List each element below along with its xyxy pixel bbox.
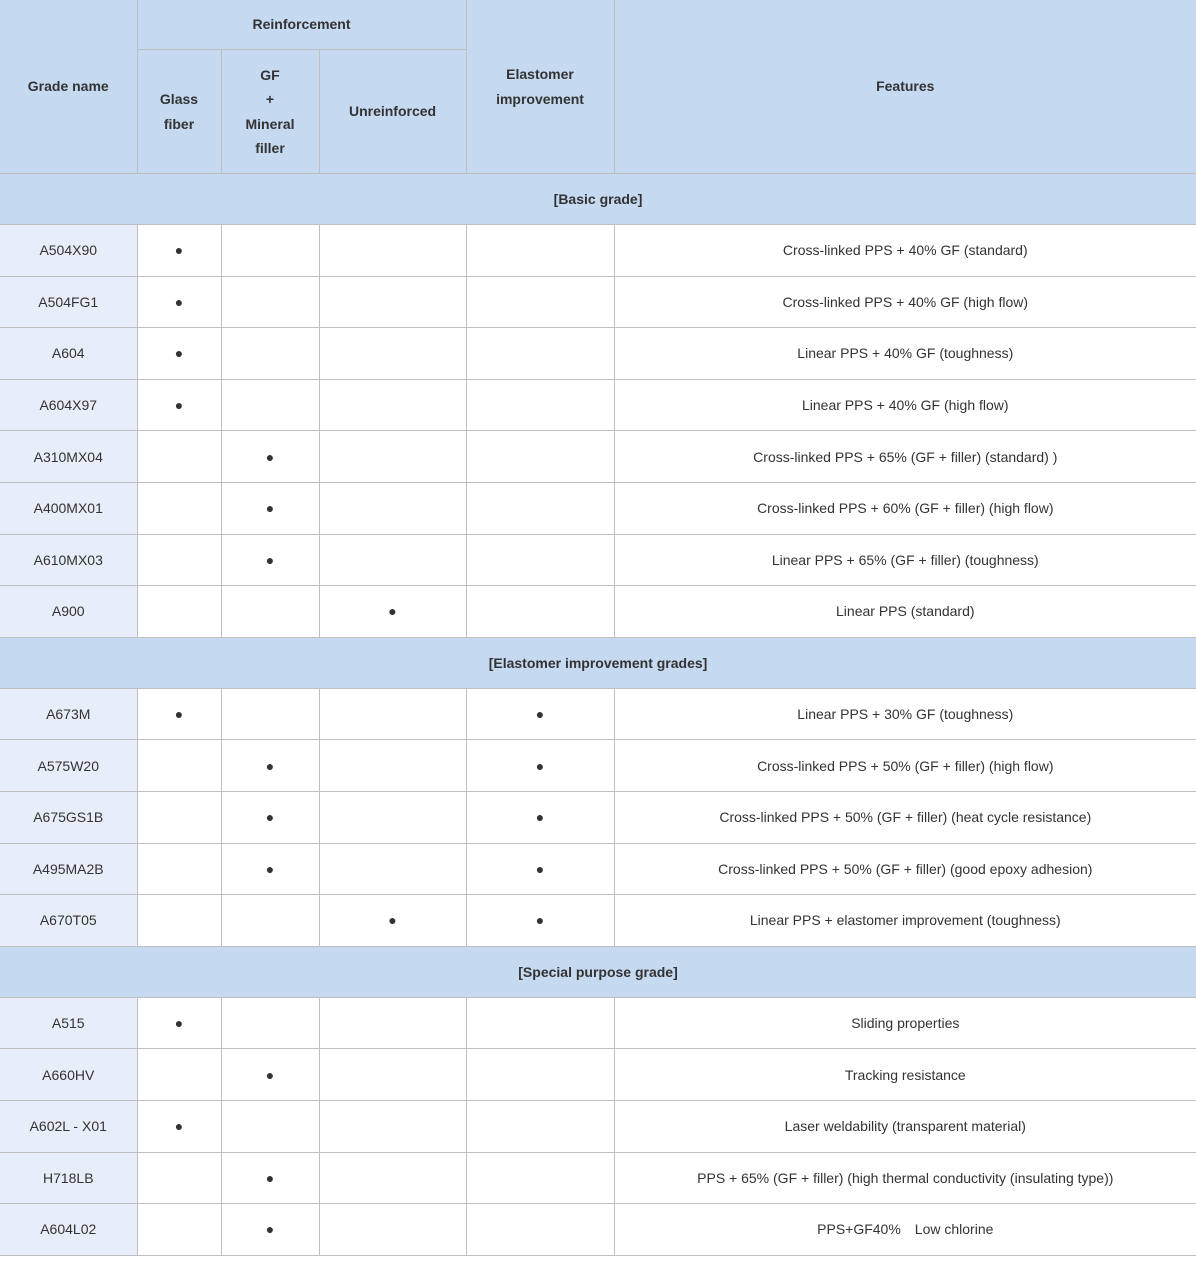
gf-mineral-cell: [221, 1100, 319, 1152]
grade-name-cell: A673M: [0, 688, 137, 740]
grade-name-cell: A504FG1: [0, 276, 137, 328]
unreinforced-cell: [319, 1100, 466, 1152]
section-row: [0, 637, 1196, 688]
elastomer-cell: [466, 431, 614, 483]
bullet-mark: ●: [388, 912, 397, 929]
glass-fiber-cell: [137, 328, 221, 380]
table-row: [0, 379, 1196, 431]
glass-fiber-cell: [137, 482, 221, 534]
features-cell: Cross-linked PPS + 50% (GF + filler) (heat cycle resistance): [614, 791, 1196, 843]
header-grade-name: Grade name: [0, 0, 137, 174]
features-cell: Cross-linked PPS + 65% (GF + filler) (standard) ): [614, 431, 1196, 483]
bullet-mark: ●: [535, 809, 545, 826]
gf-mineral-cell: [221, 586, 319, 638]
gf-mineral-cell: [221, 482, 319, 534]
unreinforced-cell: [319, 431, 466, 483]
grade-name-cell: A660HV: [0, 1049, 137, 1101]
header-glass-line-1: Glass: [159, 91, 199, 107]
features-cell: Linear PPS + 40% GF (high flow): [614, 379, 1196, 431]
elastomer-cell: [466, 740, 614, 792]
unreinforced-cell: [319, 843, 466, 895]
unreinforced-cell: [319, 1204, 466, 1256]
elastomer-cell: [466, 482, 614, 534]
grade-name-cell: A610MX03: [0, 534, 137, 586]
header-elastomer-improvement: [466, 0, 614, 174]
features-cell: Cross-linked PPS + 60% (GF + filler) (high flow): [614, 482, 1196, 534]
gf-mineral-cell: [221, 740, 319, 792]
features-cell: Linear PPS + elastomer improvement (toughness): [614, 895, 1196, 947]
gf-mineral-cell: [221, 1049, 319, 1101]
section-title: [Special purpose grade]: [0, 946, 1196, 997]
header-elastomer-line-1: Elastomer: [506, 66, 574, 82]
gf-mineral-cell: [221, 1204, 319, 1256]
features-cell: Sliding properties: [614, 997, 1196, 1049]
elastomer-cell: [466, 1152, 614, 1204]
features-cell: Cross-linked PPS + 50% (GF + filler) (good epoxy adhesion): [614, 843, 1196, 895]
unreinforced-cell: [319, 895, 466, 947]
elastomer-cell: [466, 379, 614, 431]
table-body: [0, 174, 1196, 1256]
glass-fiber-cell: [137, 895, 221, 947]
section-title: [Elastomer improvement grades]: [0, 637, 1196, 688]
grade-name-cell: A504X90: [0, 225, 137, 277]
features-cell: PPS + 65% (GF + filler) (high thermal conductivity (insulating type)): [614, 1152, 1196, 1204]
grade-name-cell: A675GS1B: [0, 791, 137, 843]
grade-name-cell: A575W20: [0, 740, 137, 792]
features-cell: Cross-linked PPS + 50% (GF + filler) (high flow): [614, 740, 1196, 792]
gf-mineral-cell: [221, 225, 319, 277]
bullet-mark: ●: [535, 706, 545, 723]
glass-fiber-cell: [137, 997, 221, 1049]
elastomer-cell: [466, 534, 614, 586]
grade-name-cell: A602L - X01: [0, 1100, 137, 1152]
gf-mineral-cell: [221, 431, 319, 483]
bullet-mark: ●: [265, 860, 275, 877]
elastomer-cell: [466, 1049, 614, 1101]
table-row: [0, 534, 1196, 586]
elastomer-cell: [466, 895, 614, 947]
unreinforced-cell: [319, 379, 466, 431]
grade-name-cell: A495MA2B: [0, 843, 137, 895]
features-cell: Cross-linked PPS + 40% GF (standard): [614, 225, 1196, 277]
elastomer-cell: [466, 1100, 614, 1152]
bullet-mark: ●: [174, 706, 184, 723]
bullet-mark: ●: [174, 242, 184, 259]
unreinforced-cell: [319, 740, 466, 792]
bullet-mark: ●: [265, 1221, 275, 1238]
header-gfm-line-2: +: [265, 91, 275, 107]
unreinforced-cell: [319, 1049, 466, 1101]
header-elastomer-line-2: improvement: [496, 90, 584, 107]
bullet-mark: ●: [265, 500, 275, 517]
bullet-mark: ●: [265, 448, 275, 465]
table-row: [0, 791, 1196, 843]
header-gfm-line-3: Mineral: [245, 115, 295, 132]
bullet-mark: ●: [174, 1015, 184, 1032]
glass-fiber-cell: [137, 740, 221, 792]
bullet-mark: ●: [535, 757, 545, 774]
elastomer-cell: [466, 225, 614, 277]
elastomer-cell: [466, 1204, 614, 1256]
table-row: [0, 482, 1196, 534]
gf-mineral-cell: [221, 328, 319, 380]
features-cell: Linear PPS (standard): [614, 586, 1196, 638]
table-row: [0, 1049, 1196, 1101]
bullet-mark: ●: [174, 345, 184, 362]
grade-name-cell: H718LB: [0, 1152, 137, 1204]
grade-name-cell: A900: [0, 586, 137, 638]
bullet-mark: ●: [174, 1118, 184, 1135]
unreinforced-cell: [319, 586, 466, 638]
header-gfm-line-1: GF: [260, 66, 280, 83]
bullet-mark: ●: [265, 551, 275, 568]
features-cell: Laser weldability (transparent material): [614, 1100, 1196, 1152]
gf-mineral-cell: [221, 379, 319, 431]
unreinforced-cell: [319, 1152, 466, 1204]
bullet-mark: ●: [535, 860, 545, 877]
table-row: [0, 328, 1196, 380]
table-row: [0, 895, 1196, 947]
glass-fiber-cell: [137, 1204, 221, 1256]
unreinforced-cell: [319, 688, 466, 740]
header-features: Features: [614, 0, 1196, 174]
grade-name-cell: A604X97: [0, 379, 137, 431]
features-cell: Tracking resistance: [614, 1049, 1196, 1101]
glass-fiber-cell: [137, 688, 221, 740]
section-row: [0, 946, 1196, 997]
glass-fiber-cell: [137, 791, 221, 843]
glass-fiber-cell: [137, 534, 221, 586]
unreinforced-cell: [319, 225, 466, 277]
bullet-mark: ●: [174, 397, 184, 414]
bullet-mark: ●: [265, 809, 275, 826]
table-row: [0, 1152, 1196, 1204]
unreinforced-cell: [319, 534, 466, 586]
elastomer-cell: [466, 843, 614, 895]
glass-fiber-cell: [137, 586, 221, 638]
table-row: [0, 225, 1196, 277]
table-row: [0, 740, 1196, 792]
glass-fiber-cell: [137, 1100, 221, 1152]
features-cell: Cross-linked PPS + 40% GF (high flow): [614, 276, 1196, 328]
table-row: [0, 1100, 1196, 1152]
grade-name-cell: A670T05: [0, 895, 137, 947]
unreinforced-cell: [319, 328, 466, 380]
gf-mineral-cell: [221, 276, 319, 328]
elastomer-cell: [466, 276, 614, 328]
table-row: [0, 1204, 1196, 1256]
section-row: [0, 174, 1196, 225]
table-row: [0, 843, 1196, 895]
glass-fiber-cell: [137, 225, 221, 277]
gf-mineral-cell: [221, 791, 319, 843]
table-row: [0, 586, 1196, 638]
gf-mineral-cell: [221, 843, 319, 895]
bullet-mark: ●: [265, 1066, 275, 1083]
bullet-mark: ●: [174, 293, 184, 310]
grade-name-cell: A604: [0, 328, 137, 380]
elastomer-cell: [466, 791, 614, 843]
unreinforced-cell: [319, 276, 466, 328]
grade-name-cell: A310MX04: [0, 431, 137, 483]
glass-fiber-cell: [137, 431, 221, 483]
bullet-mark: ●: [265, 1169, 275, 1186]
features-cell: Linear PPS + 30% GF (toughness): [614, 688, 1196, 740]
elastomer-cell: [466, 997, 614, 1049]
header-unreinforced: Unreinforced: [319, 50, 466, 174]
unreinforced-cell: [319, 482, 466, 534]
gf-mineral-cell: [221, 895, 319, 947]
section-title: [Basic grade]: [0, 174, 1196, 225]
gf-mineral-cell: [221, 688, 319, 740]
header-gf-mineral-filler: [221, 50, 319, 174]
table-row: [0, 688, 1196, 740]
grade-name-cell: A515: [0, 997, 137, 1049]
glass-fiber-cell: [137, 276, 221, 328]
features-cell: Linear PPS + 40% GF (toughness): [614, 328, 1196, 380]
table-row: [0, 276, 1196, 328]
gf-mineral-cell: [221, 534, 319, 586]
glass-fiber-cell: [137, 1152, 221, 1204]
elastomer-cell: [466, 586, 614, 638]
bullet-mark: ●: [535, 912, 545, 929]
glass-fiber-cell: [137, 843, 221, 895]
elastomer-cell: [466, 688, 614, 740]
header-glass-line-2: fiber: [163, 115, 195, 132]
grade-name-cell: A400MX01: [0, 482, 137, 534]
unreinforced-cell: [319, 791, 466, 843]
features-cell: PPS+GF40% Low chlorine: [614, 1204, 1196, 1256]
glass-fiber-cell: [137, 1049, 221, 1101]
table-row: [0, 431, 1196, 483]
gf-mineral-cell: [221, 1152, 319, 1204]
elastomer-cell: [466, 328, 614, 380]
grade-name-cell: A604L02: [0, 1204, 137, 1256]
header-glass-fiber: [137, 50, 221, 174]
unreinforced-cell: [319, 997, 466, 1049]
header-gfm-line-4: filler: [255, 140, 285, 156]
bullet-mark: ●: [388, 603, 397, 620]
header-reinforcement: Reinforcement: [137, 0, 466, 50]
table-row: [0, 997, 1196, 1049]
gf-mineral-cell: [221, 997, 319, 1049]
bullet-mark: ●: [265, 757, 275, 774]
features-cell: Linear PPS + 65% (GF + filler) (toughness): [614, 534, 1196, 586]
glass-fiber-cell: [137, 379, 221, 431]
